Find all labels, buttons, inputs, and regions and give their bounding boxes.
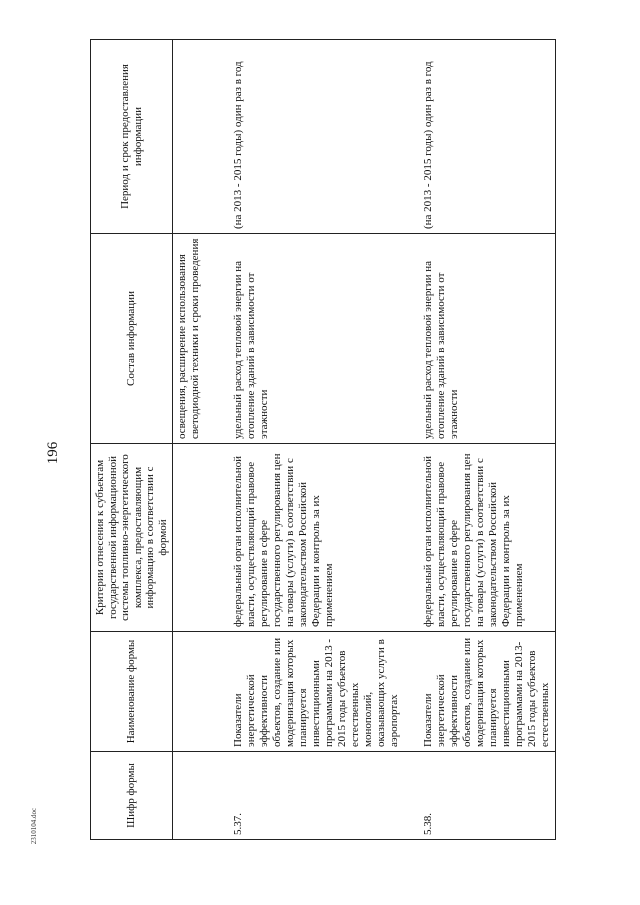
header-form-name: Наименование формы <box>91 632 173 752</box>
cell-empty <box>173 40 229 234</box>
rotated-table-container <box>90 40 551 840</box>
table-row <box>419 40 556 840</box>
document-reference: 2310104.doc <box>30 807 38 845</box>
table-row <box>229 40 419 840</box>
cell-criteria: федеральный орган исполнительной власти, осуществляющий правовое регулирование в сфере государственного регулирования цен на товары (услуги) в соответствии с законодательством Российской Федерации и контроль за их применением <box>229 444 419 632</box>
cell-empty <box>173 632 229 752</box>
header-criteria: Критерии отнесения к субъектам государственной информационной системы топливно-энергетического комплекса, предоставляющим информацию в соответствии с формой <box>91 444 173 632</box>
cell-form-code: 5.37. <box>229 752 419 840</box>
info-forms-table <box>90 39 556 840</box>
page-number: 196 <box>45 441 61 465</box>
table-header-row <box>91 40 173 840</box>
cell-empty <box>173 444 229 632</box>
cell-info-content: удельный расход тепловой энергии на отопление зданий в зависимости от этажности <box>419 234 556 444</box>
cell-continuation-content: освещения, расширение использования светодиодной техники и сроки проведения <box>173 234 229 444</box>
cell-period: (на 2013 - 2015 годы) один раз в год <box>229 40 419 234</box>
header-form-code: Шифр формы <box>91 752 173 840</box>
header-period: Период и срок предоставления информации <box>91 40 173 234</box>
cell-empty <box>173 752 229 840</box>
cell-criteria: федеральный орган исполнительной власти, осуществляющий правовое регулирование в сфере государственного регулирования цен на товары (услуги) в соответствии с законодательством Российской Федерации и контроль за их применением <box>419 444 556 632</box>
cell-info-content: удельный расход тепловой энергии на отопление зданий в зависимости от этажности <box>229 234 419 444</box>
header-info-content: Состав информации <box>91 234 173 444</box>
cell-form-code: 5.38. <box>419 752 556 840</box>
table-row-continuation <box>173 40 229 840</box>
cell-form-name: Показатели энергетической эффективности объектов, создание или модернизация которых планируется инвестиционными программами на 2013-2015 годы субъектов естественных <box>419 632 556 752</box>
cell-period: (на 2013 - 2015 годы) один раз в год <box>419 40 556 234</box>
cell-form-name: Показатели энергетической эффективности объектов, создание или модернизация которых планируется инвестиционными программами на 2013 - 2015 годы субъектов естественных монополий, оказывающих услуги в аэропортах <box>229 632 419 752</box>
